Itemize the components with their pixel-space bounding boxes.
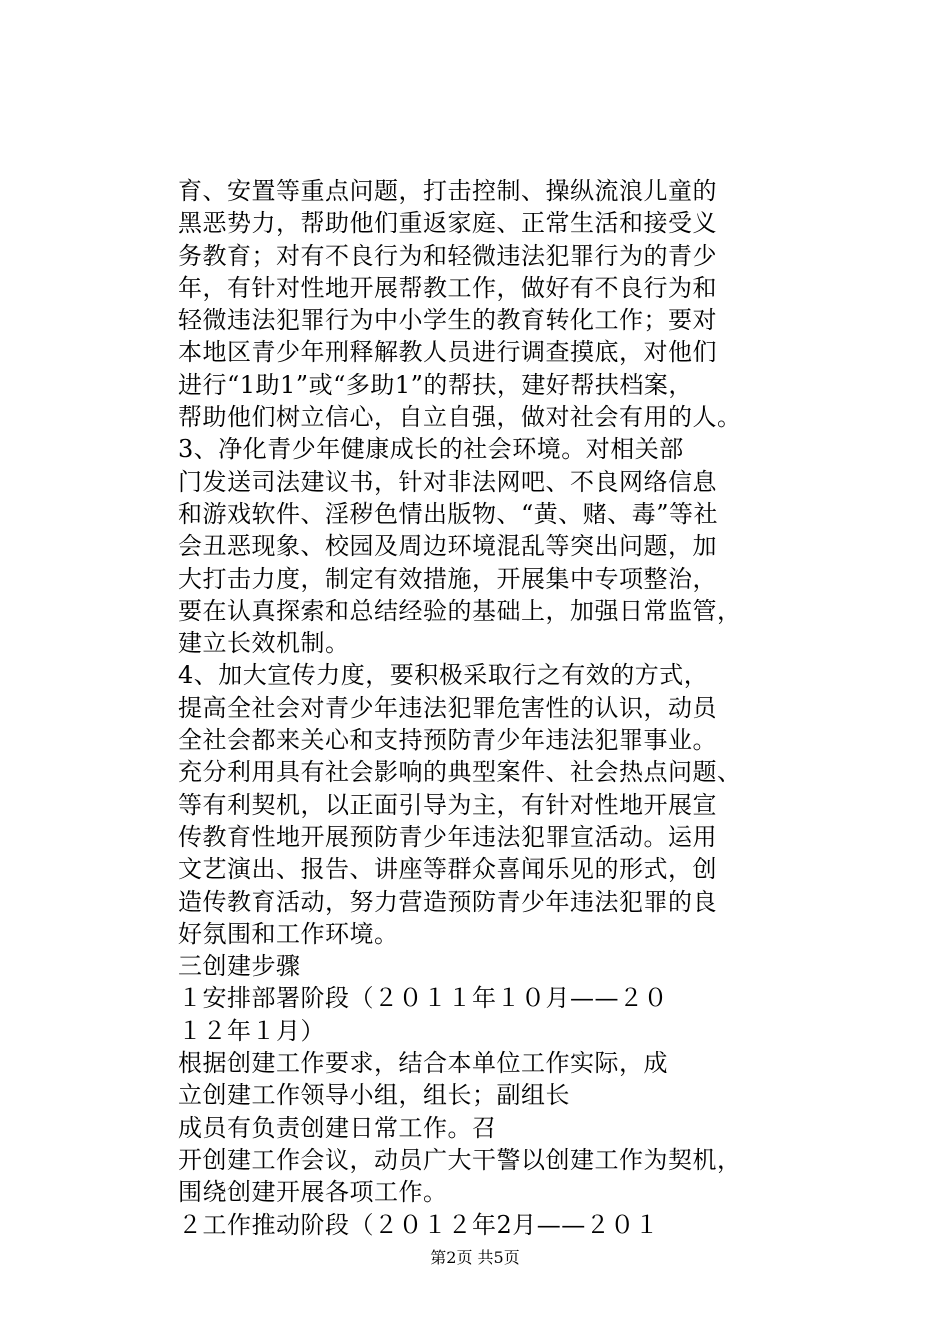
- text-line: 提高全社会对青少年违法犯罪危害性的认识，动员: [178, 693, 717, 722]
- text-line: 帮助他们树立信心，自立自强，做对社会有用的人。: [178, 403, 742, 432]
- text-line: 进行“1助1”或“多助1”的帮扶，建好帮扶档案，: [178, 370, 693, 399]
- text-line: 3、净化青少年健康成长的社会环境。对相关部: [178, 435, 684, 464]
- text-line: 根据创建工作要求，结合本单位工作实际，成: [178, 1049, 668, 1078]
- text-line: 黑恶势力，帮助他们重返家庭、正常生活和接受义: [178, 209, 717, 238]
- document-body: [178, 175, 778, 1241]
- text-line: 围绕创建开展各项工作。: [178, 1178, 448, 1207]
- page-footer: 第2页 共5页: [430, 1248, 520, 1267]
- text-line: 本地区青少年刑释解教人员进行调查摸底，对他们: [178, 338, 717, 367]
- text-line: 门发送司法建议书，针对非法网吧、不良网络信息: [178, 467, 717, 496]
- text-line: 要在认真探索和总结经验的基础上，加强日常监管，: [178, 596, 742, 625]
- text-line: 等有利契机，以正面引导为主，有针对性地开展宣: [178, 790, 717, 819]
- text-line: 轻微违法犯罪行为中小学生的教育转化工作；要对: [178, 306, 717, 335]
- text-line: １２年１月）: [178, 1016, 325, 1045]
- text-line: ２工作推动阶段（２０１２年2月——２０１: [178, 1210, 660, 1239]
- text-line: 三创建步骤: [178, 952, 301, 981]
- text-line: １安排部署阶段（２０１１年１０月——２０: [178, 984, 668, 1013]
- text-line: 年，有针对性地开展帮教工作，做好有不良行为和: [178, 273, 717, 302]
- text-line: 4、加大宣传力度，要积极采取行之有效的方式，: [178, 661, 709, 690]
- text-line: 充分利用具有社会影响的典型案件、社会热点问题、: [178, 758, 742, 787]
- text-line: 成员有负责创建日常工作。召: [178, 1113, 497, 1142]
- text-line: 全社会都来关心和支持预防青少年违法犯罪事业。: [178, 726, 717, 755]
- text-line: 会丑恶现象、校园及周边环境混乱等突出问题，加: [178, 532, 717, 561]
- text-line: 育、安置等重点问题，打击控制、操纵流浪儿童的: [178, 177, 717, 205]
- text-line: 大打击力度，制定有效措施，开展集中专项整治，: [178, 564, 717, 593]
- text-line: 立创建工作领导小组，组长；副组长: [178, 1081, 570, 1110]
- text-line: 开创建工作会议，动员广大干警以创建工作为契机，: [178, 1145, 742, 1174]
- text-line: 务教育；对有不良行为和轻微违法犯罪行为的青少: [178, 241, 717, 270]
- text-line: 文艺演出、报告、讲座等群众喜闻乐见的形式，创: [178, 855, 717, 884]
- text-line: 建立长效机制。: [178, 629, 350, 658]
- text-line: 造传教育活动，努力营造预防青少年违法犯罪的良: [178, 887, 717, 916]
- text-line: 和游戏软件、淫秽色情出版物、“黄、赌、毒”等社: [178, 499, 719, 528]
- text-line: 传教育性地开展预防青少年违法犯罪宣活动。运用: [178, 822, 717, 851]
- text-line: 好氛围和工作环境。: [178, 919, 399, 948]
